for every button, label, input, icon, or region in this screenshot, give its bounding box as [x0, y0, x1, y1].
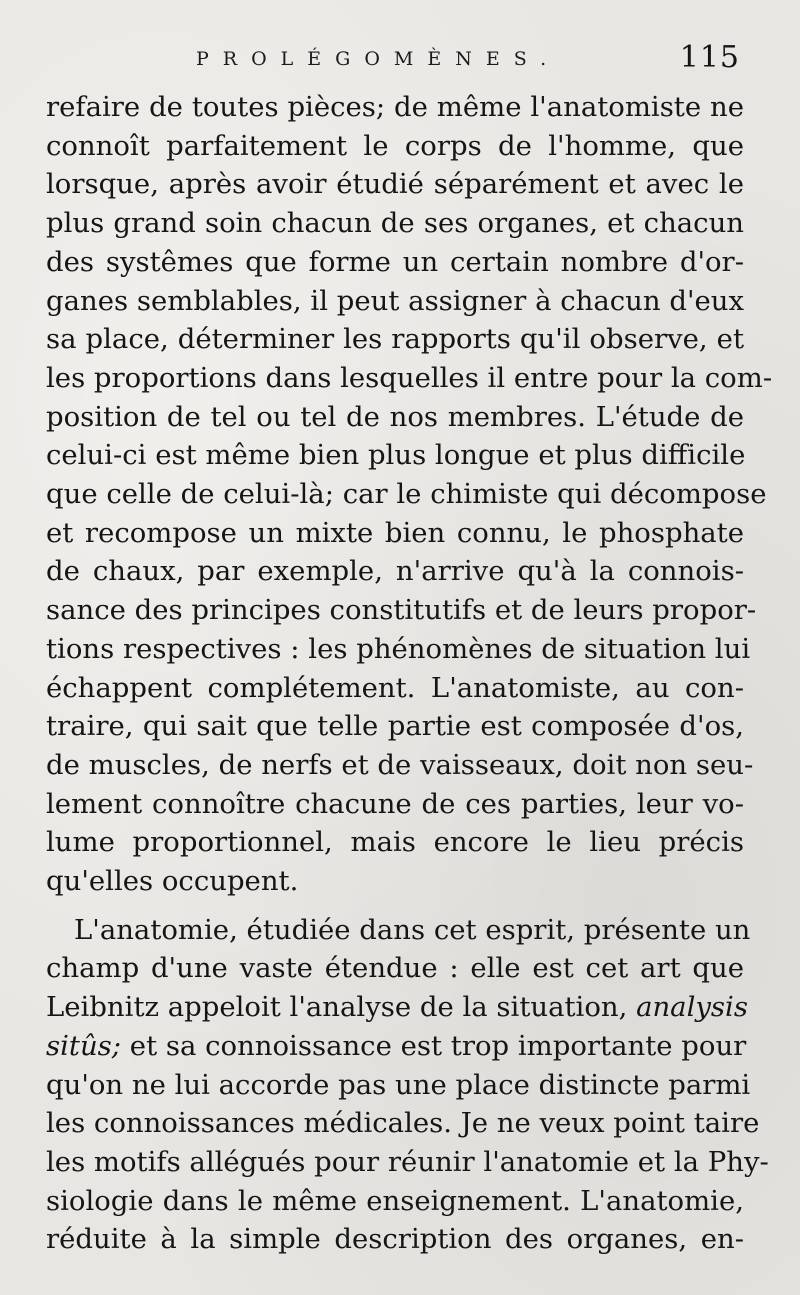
text-line: plus grand soin chacun de ses organes, et chacun	[46, 207, 744, 240]
paragraph-2	[46, 911, 769, 1259]
running-title: PROLÉGOMÈNES.	[196, 48, 561, 70]
paragraph-1	[46, 88, 773, 901]
text-line: de muscles, de nerfs et de vaisseaux, doit non seu-	[46, 748, 754, 781]
text-line: qu'on ne lui accorde pas une place distincte parmi	[46, 1068, 751, 1101]
text-line: et recompose un mixte bien connu, le phosphate	[46, 516, 744, 549]
text-line: sa place, déterminer les rapports qu'il observe, et	[46, 323, 744, 356]
text-line: les motifs allégués pour réunir l'anatomie et la Phy-	[46, 1145, 769, 1178]
text-line: traire, qui sait que telle partie est composée d'os,	[46, 710, 744, 743]
italic-term: analysis	[636, 991, 748, 1024]
text-line: qu'elles occupent.	[46, 865, 299, 898]
text-line: échappent complétement. L'anatomiste, au con-	[46, 671, 744, 704]
text-line: ganes semblables, il peut assigner à chacun d'eux	[46, 284, 744, 317]
page-number: 115	[679, 40, 740, 75]
text-line: celui-ci est même bien plus longue et plus difficile	[46, 439, 746, 472]
running-head	[46, 40, 744, 84]
text-line: réduite à la simple description des organes, en-	[46, 1223, 744, 1256]
text-line: position de tel ou tel de nos membres. L'étude de	[46, 400, 744, 433]
text-line: sance des principes constitutifs et de leurs propor-	[46, 594, 757, 627]
body-text	[46, 88, 773, 1259]
text-line: L'anatomie, étudiée dans cet esprit, présente un	[74, 913, 751, 946]
text-line: les connoissances médicales. Je ne veux point taire	[46, 1107, 760, 1140]
text-line: tions respectives : les phénomènes de situation lui	[46, 632, 751, 665]
text-line: champ d'une vaste étendue : elle est cet art que	[46, 952, 744, 985]
text-line	[46, 1027, 747, 1066]
text-line: lume proportionnel, mais encore le lieu précis	[46, 826, 744, 859]
text-line: de chaux, par exemple, n'arrive qu'à la connois-	[46, 555, 744, 588]
text-segment: Leibnitz appeloit l'analyse de la situation,	[46, 991, 637, 1024]
text-line: lement connoître chacune de ces parties, leur vo-	[46, 787, 744, 820]
text-line: siologie dans le même enseignement. L'anatomie,	[46, 1184, 744, 1217]
text-line: connoît parfaitement le corps de l'homme, que	[46, 129, 744, 162]
text-line: les proportions dans lesquelles il entre pour la com-	[46, 361, 773, 394]
text-line: lorsque, après avoir étudié séparément et avec le	[46, 168, 744, 201]
text-line: refaire de toutes pièces; de même l'anatomiste ne	[46, 91, 744, 123]
text-line: que celle de celui-là; car le chimiste qui décompose	[46, 478, 767, 511]
text-line: des systêmes que forme un certain nombre d'or-	[46, 245, 744, 278]
text-line	[46, 988, 748, 1027]
italic-term: sitûs;	[46, 1029, 122, 1062]
text-segment: et sa connoissance est trop importante pour	[121, 1029, 747, 1062]
